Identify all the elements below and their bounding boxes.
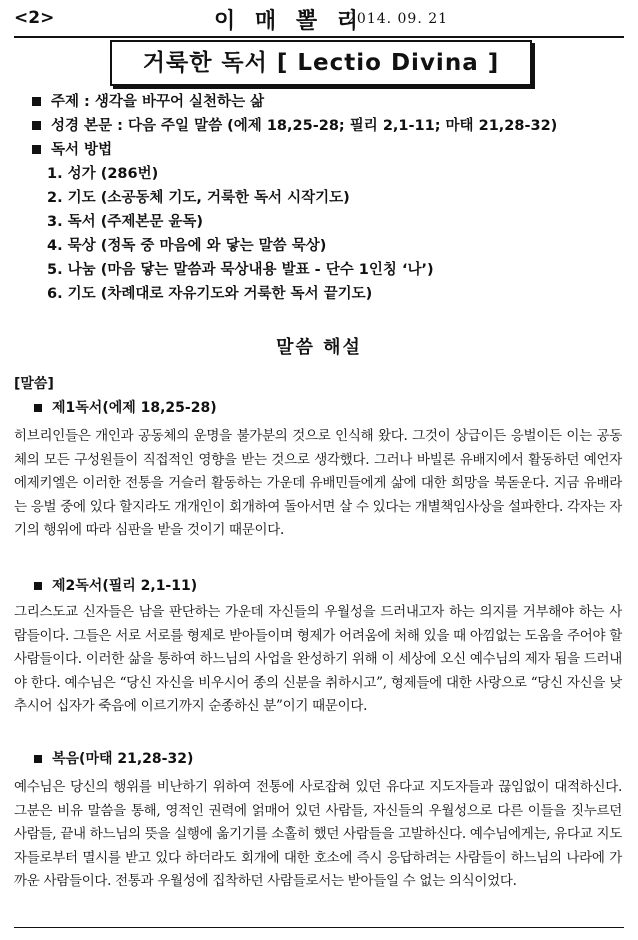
step-item: 2. 기도 (소공동체 기도, 거룩한 독서 시작기도) (47, 190, 350, 206)
step-item: 3. 독서 (주제본문 윤독) (47, 214, 204, 230)
gospel-title: 복음(마태 21,28-32) (52, 751, 194, 767)
bullet-square-icon (32, 97, 41, 106)
bullet-square-icon (32, 145, 41, 154)
page-number: <2> (14, 8, 55, 28)
step-item: 1. 성가 (286번) (47, 166, 159, 182)
reading1-title: 제1독서(에제 18,25-28) (52, 400, 217, 416)
bullet-square-icon (32, 121, 41, 130)
gospel-text: 예수님은 당신의 행위를 비난하기 위하여 전통에 사로잡혀 있던 유다교 지도자들과 끊임없이 대적하신다. 그분은 비유 말씀을 통해, 영적인 권력에 얽매어 있던 사람들, 자신들의 우월성으로 다른 이들을 짓누르던 사람들, 끝내 하느님의 뜻을 실행에 옮기기를 소홀히 했던 사람들을 고발하신다. 예수님에게는, 유다교 지도자들로부터 멸시를 받고 있다 하더라도 회개에 대한 호소에 즉시 응답하려는 사람들이 하느님의 나라에 가까운 사람들이다. 전통과 우월성에 집착하던 사람들로서는 받아들일 수 없는 의식이었다. (14, 779, 622, 890)
commentary-title: 말씀 해설 (276, 337, 362, 358)
bullet-square-icon (34, 755, 42, 763)
newsletter-name: 이 매 뽈 리 (214, 9, 364, 34)
reading1-text: 히브리인들은 개인과 공동체의 운명을 불가분의 것으로 인식해 왔다. 그것이 상급이든 응벌이든 이는 공동체의 모든 구성원들이 직접적인 영향을 받는 것으로 생각했다. 그러나 바빌론 유배지에서 활동하던 예언자 에제키엘은 이러한 전통을 거슬러 활동하는 가운데 유배민들에게 삶에 대한 희망을 북돋운다. 지금 유배라는 응벌 중에 있다 할지라도 개개인이 회개하여 돌아서면 살 수 있다는 개별책임사상을 설파한다. 각자는 자기의 행위에 따라 심판을 받을 것이기 때문이다. (14, 428, 622, 539)
page-header (14, 0, 624, 38)
scripture-text: 성경 본문 : 다음 주일 말씀 (에제 18,25-28; 필리 2,1-11; 마태 21,28-32) (51, 118, 558, 134)
issue-date: 2014. 09. 21 (347, 11, 449, 27)
reading2-text: 그리스도교 신자들은 남을 판단하는 가운데 자신들의 우월성을 드러내고자 하는 의지를 거부해야 하는 사람들이다. 그들은 서로 서로를 형제로 받아들이며 형제가 어려움에 처해 있을 때 아낌없는 도움을 주어야 할 사람들이다. 이러한 삶을 통하여 하느님의 사업을 완성하기 위해 이 세상에 오신 예수님의 제자 됨을 드러내야 한다. 예수님은 “당신 자신을 비우시어 종의 신분을 취하시고”, 형제들에 대한 사랑으로 “당신 자신을 낮추시어 십자가 죽음에 이르기까지 순종하신 분”이기 때문이다. (14, 604, 622, 715)
newsletter-page (14, 0, 624, 890)
bullet-square-icon (34, 582, 42, 590)
reading-heading (14, 397, 217, 417)
step-item: 6. 기도 (차례대로 자유기도와 거룩한 독서 끝기도) (47, 286, 373, 302)
reading2-title: 제2독서(필리 2,1-11) (52, 578, 198, 594)
section-label: [말씀] (14, 376, 54, 392)
bullet-square-icon (34, 404, 42, 412)
method-item (14, 138, 624, 162)
theme-item (14, 90, 624, 114)
method-label: 독서 방법 (51, 142, 113, 158)
scripture-item (14, 114, 624, 138)
theme-text: 주제 : 생각을 바꾸어 실천하는 삶 (51, 94, 265, 110)
reading-heading (14, 748, 193, 768)
page-title: 거룩한 독서 [ Lectio Divina ] (110, 40, 532, 86)
step-item: 4. 묵상 (정독 중 마음에 와 닿는 말씀 묵상) (47, 238, 327, 254)
bottom-divider (14, 927, 624, 928)
step-item: 5. 나눔 (마음 닿는 말씀과 묵상내용 발표 - 단수 1인칭 ‘나’) (47, 262, 434, 278)
reading-heading (14, 575, 197, 595)
info-list (14, 90, 624, 306)
